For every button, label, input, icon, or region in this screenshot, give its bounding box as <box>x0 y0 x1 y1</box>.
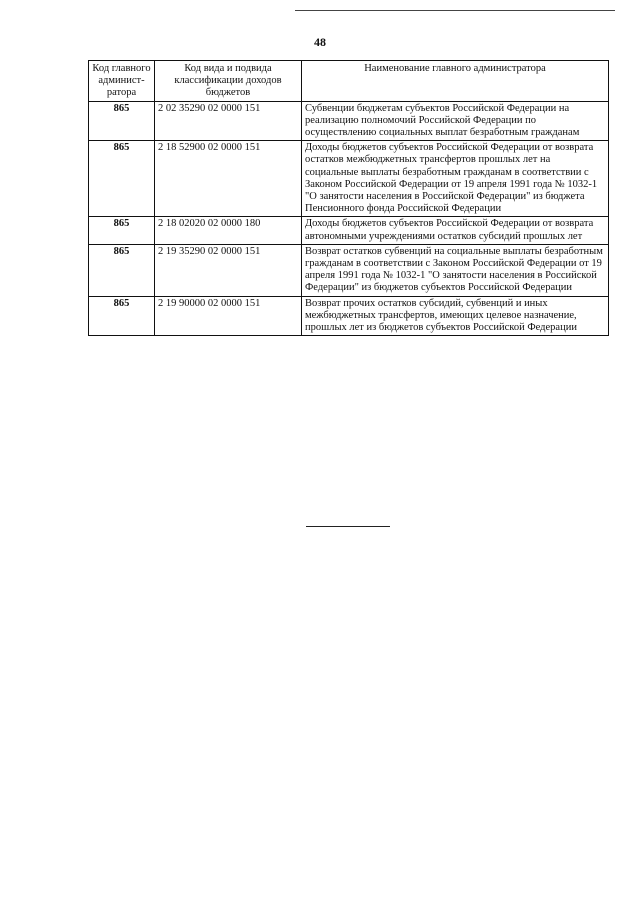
admin-name-cell: Доходы бюджетов субъектов Российской Федерации от возврата автономными учреждениями остатков субсидий прошлых лет <box>302 217 609 244</box>
header-admin-code: Код главного админист-ратора <box>89 61 155 102</box>
table-row <box>89 141 609 217</box>
classification-code-cell: 2 02 35290 02 0000 151 <box>155 101 302 141</box>
admin-code-cell: 865 <box>89 296 155 336</box>
table-row <box>89 217 609 244</box>
admin-name-cell: Возврат прочих остатков субсидий, субвенций и иных межбюджетных трансфертов, имеющих целевое назначение, прошлых лет из бюджетов субъектов Российской Федерации <box>302 296 609 336</box>
table-row <box>89 296 609 336</box>
table-header-row <box>89 61 609 102</box>
budget-classification-table <box>88 60 609 336</box>
admin-name-cell: Субвенции бюджетам субъектов Российской Федерации на реализацию полномочий Российской Федерации по осуществлению социальных выплат безработным гражданам <box>302 101 609 141</box>
top-rule <box>295 10 615 11</box>
header-classification-code: Код вида и подвида классификации доходов бюджетов <box>155 61 302 102</box>
admin-name-cell: Доходы бюджетов субъектов Российской Федерации от возврата остатков межбюджетных трансфертов прошлых лет на социальные выплаты безработным гражданам в соответствии с Законом Российской Федерации от 19 апреля 1991 года № 1032-1 "О занятости населения в Российской Федерации" из бюджета Пенсионного фонда Российской Федерации <box>302 141 609 217</box>
admin-code-cell: 865 <box>89 141 155 217</box>
end-of-document-line <box>306 526 390 527</box>
admin-code-cell: 865 <box>89 244 155 296</box>
classification-code-cell: 2 18 02020 02 0000 180 <box>155 217 302 244</box>
page-number: 48 <box>314 35 326 49</box>
classification-code-cell: 2 19 35290 02 0000 151 <box>155 244 302 296</box>
table-row <box>89 244 609 296</box>
admin-code-cell: 865 <box>89 101 155 141</box>
admin-code-cell: 865 <box>89 217 155 244</box>
classification-code-cell: 2 19 90000 02 0000 151 <box>155 296 302 336</box>
header-admin-name: Наименование главного администратора <box>302 61 609 102</box>
admin-name-cell: Возврат остатков субвенций на социальные выплаты безработным гражданам в соответствии с Законом Российской Федерации от 19 апреля 1991 года № 1032-1 "О занятости населения в Российской Федерации" из бюджетов субъектов Российской Федерации <box>302 244 609 296</box>
table-row <box>89 101 609 141</box>
classification-code-cell: 2 18 52900 02 0000 151 <box>155 141 302 217</box>
